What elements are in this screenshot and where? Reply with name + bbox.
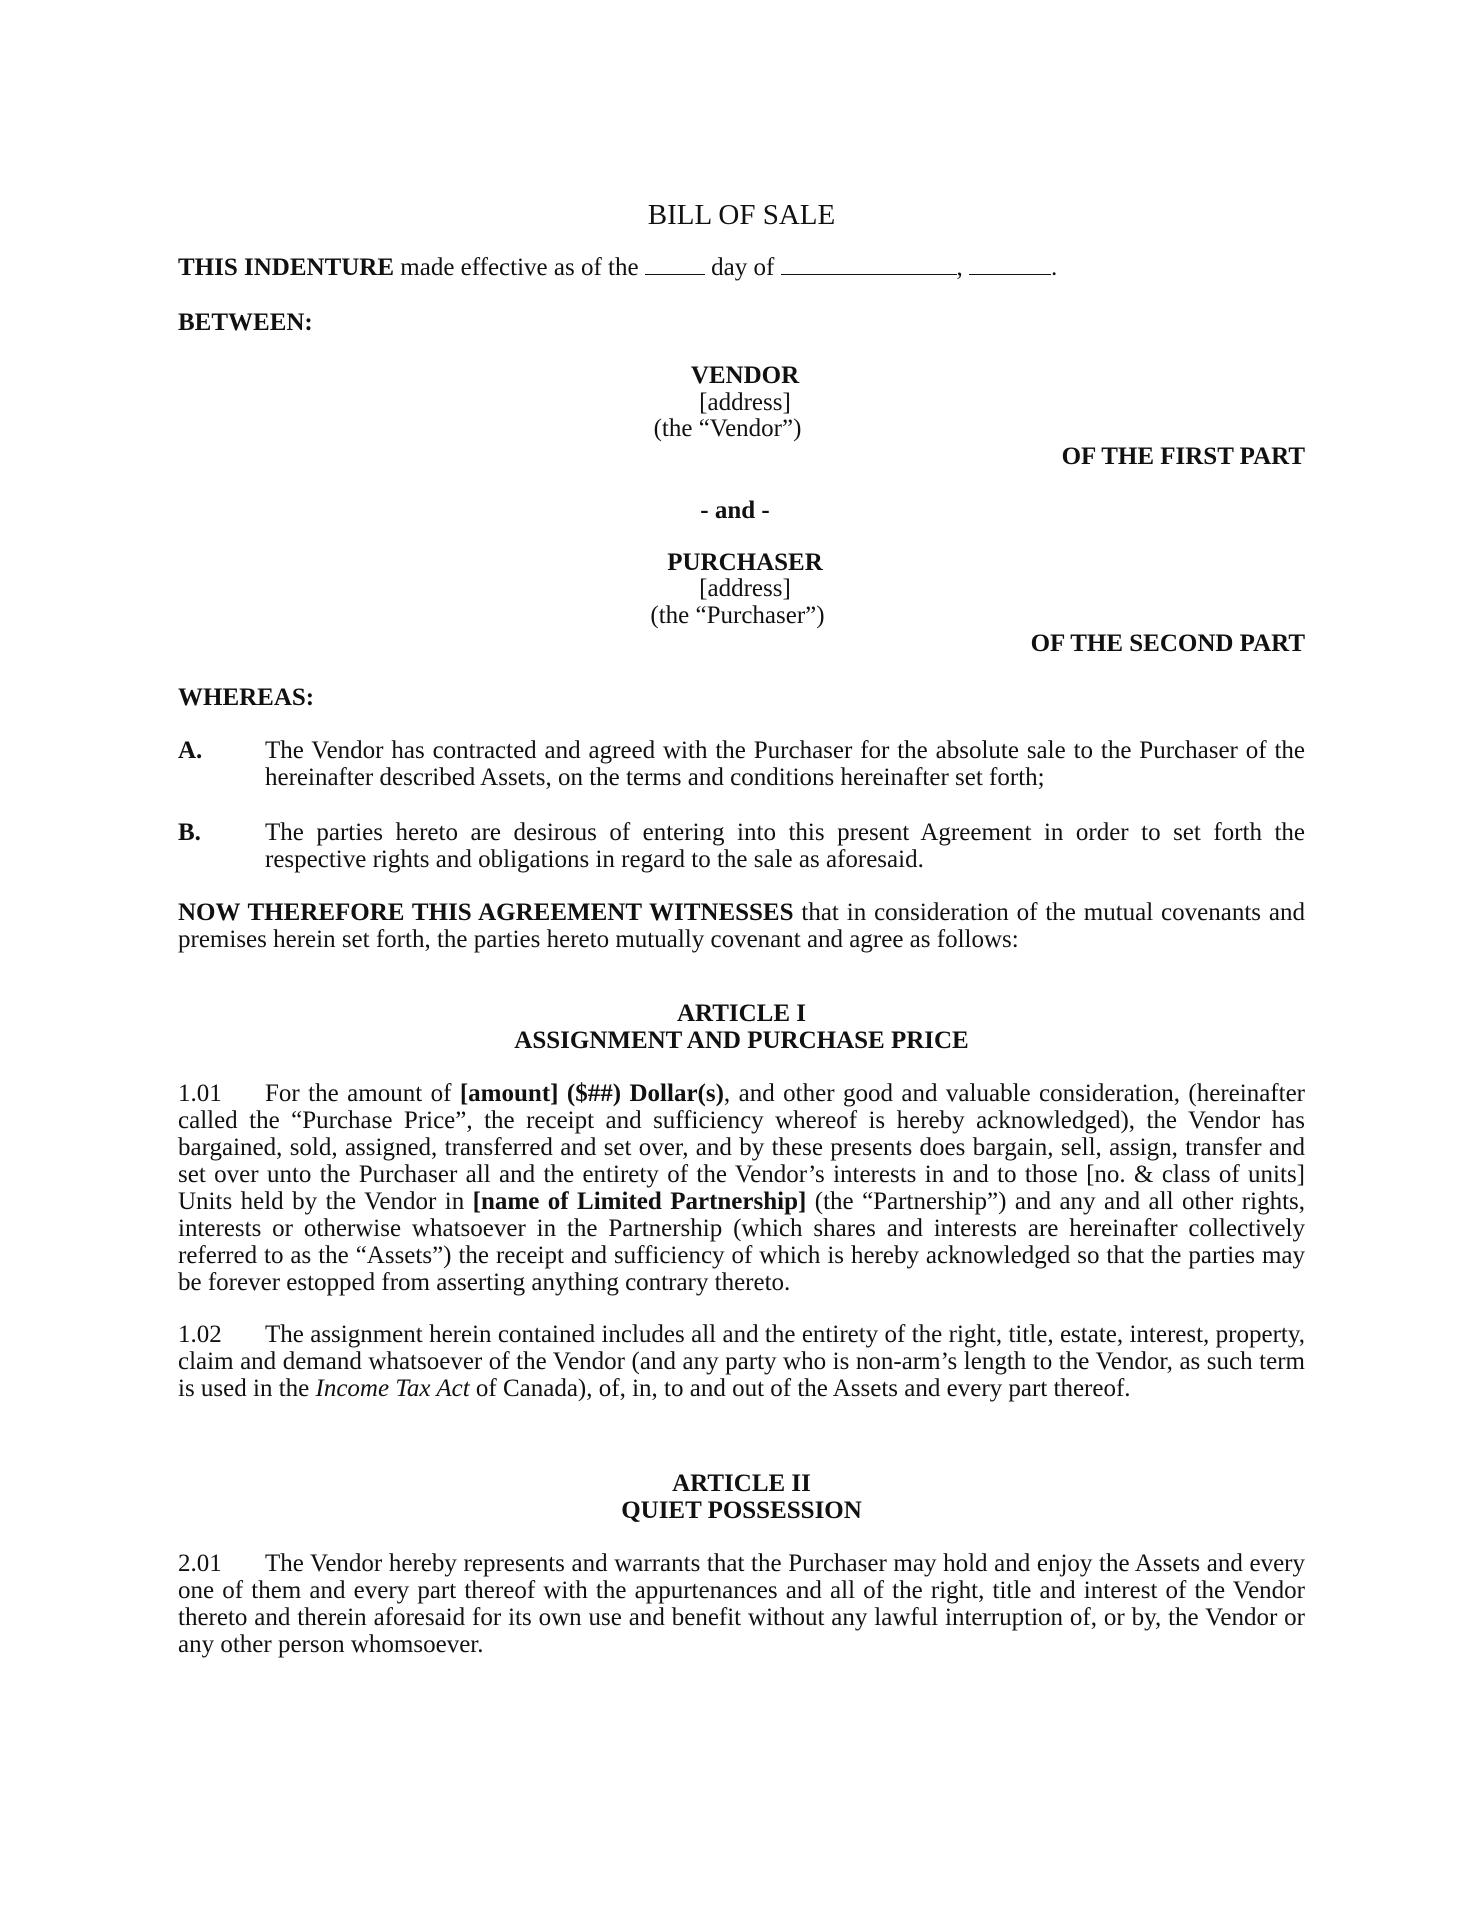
section-1-02-number: 1.02	[178, 1321, 222, 1348]
section-1-02-text-2: of Canada), of, in, to and out of the Assets and every part thereof.	[475, 1375, 1131, 1402]
purchaser-address: [address]	[699, 575, 791, 602]
recital-b	[178, 819, 1305, 873]
now-therefore-lead: NOW THEREFORE THIS AGREEMENT WITNESSES	[178, 899, 794, 926]
day-blank[interactable]	[645, 256, 705, 275]
article-2-heading: ARTICLE II	[672, 1470, 811, 1497]
indenture-text-2: day of	[711, 254, 775, 281]
year-blank[interactable]	[969, 256, 1051, 275]
document-title: BILL OF SALE	[647, 199, 836, 231]
section-2-01	[178, 1550, 1305, 1658]
purchaser-defined-term: (the “Purchaser”)	[650, 602, 825, 629]
second-part-label: OF THE SECOND PART	[1030, 630, 1305, 657]
indenture-line	[178, 254, 1057, 281]
section-1-01-text-1: For the amount of	[265, 1080, 452, 1107]
vendor-defined-term: (the “Vendor”)	[653, 415, 802, 442]
recital-b-letter: B.	[178, 819, 201, 846]
month-blank[interactable]	[781, 256, 957, 275]
article-1-heading: ARTICLE I	[676, 1000, 807, 1027]
recital-a-text: The Vendor has contracted and agreed with the Purchaser for the absolute sale to the Purchaser of the hereinafter described Assets, on the terms and conditions hereinafter set forth;	[265, 737, 1305, 791]
and-separator: - and -	[700, 497, 770, 524]
section-2-01-text: The Vendor hereby represents and warrants that the Purchaser may hold and enjoy the Assets and every one of them and every part thereof with the appurtenances and all of the right, title and interest of the Vendor thereto and therein aforesaid for its own use and benefit without any lawful interruption of, or by, the Vendor or any other person whomsoever.	[178, 1550, 1305, 1658]
now-therefore-text: that in consideration of the mutual covenants and premises herein set forth, the parties hereto mutually covenant and agree as follows:	[178, 899, 1305, 953]
indenture-period: .	[1051, 254, 1058, 281]
vendor-name: VENDOR	[690, 362, 800, 389]
whereas-label: WHEREAS:	[178, 684, 315, 711]
now-therefore-clause	[178, 899, 1305, 953]
purchase-amount-placeholder: [amount] ($##) Dollar(s)	[459, 1080, 724, 1107]
article-1-subheading: ASSIGNMENT AND PURCHASE PRICE	[514, 1027, 969, 1054]
recital-b-text: The parties hereto are desirous of entering into this present Agreement in order to set forth the respective rights and obligations in regard to the sale as aforesaid.	[265, 819, 1305, 873]
indenture-comma: ,	[956, 254, 963, 281]
purchaser-name: PURCHASER	[667, 549, 823, 576]
section-2-01-number: 2.01	[178, 1550, 222, 1577]
indenture-text-1: made effective as of the	[400, 254, 639, 281]
recital-a	[178, 737, 1305, 791]
first-part-label: OF THE FIRST PART	[1061, 443, 1305, 470]
income-tax-act-title: Income Tax Act	[315, 1375, 470, 1402]
indenture-lead: THIS INDENTURE	[178, 254, 395, 281]
section-1-01-number: 1.01	[178, 1080, 222, 1107]
recital-a-letter: A.	[178, 737, 203, 764]
partnership-name-placeholder: [name of Limited Partnership]	[472, 1188, 807, 1215]
section-1-02	[178, 1321, 1305, 1402]
vendor-address: [address]	[699, 389, 791, 416]
section-1-01	[178, 1080, 1305, 1296]
section-1-01-text-3: (the “Partnership”) and any and all other rights, interests or otherwise whatsoever in the Partnership (which shares and interests are hereinafter collectively referred to as the “Assets”) the receipt and sufficiency of which is hereby acknowledged so that the parties may be forever estopped from asserting anything contrary thereto.	[178, 1188, 1306, 1296]
article-2-subheading: QUIET POSSESSION	[621, 1497, 862, 1524]
section-1-02-text-1: The assignment herein contained includes all and the entirety of the right, title, estate, interest, property, claim and demand whatsoever of the Vendor (and any party who is non-arm’s length to the Vendor, as such term is used in the	[178, 1321, 1305, 1402]
section-1-01-text-2: , and other good and valuable consideration, (hereinafter called the “Purchase Price”, the receipt and sufficiency whereof is hereby acknowledged), the Vendor has bargained, sold, assigned, transferred and set over, and by these presents does bargain, sell, assign, transfer and set over unto the Purchaser all and the entirety of the Vendor’s interests in and to those [no. & class of units] Units held by the Vendor in	[178, 1080, 1305, 1215]
between-label: BETWEEN:	[178, 309, 313, 336]
